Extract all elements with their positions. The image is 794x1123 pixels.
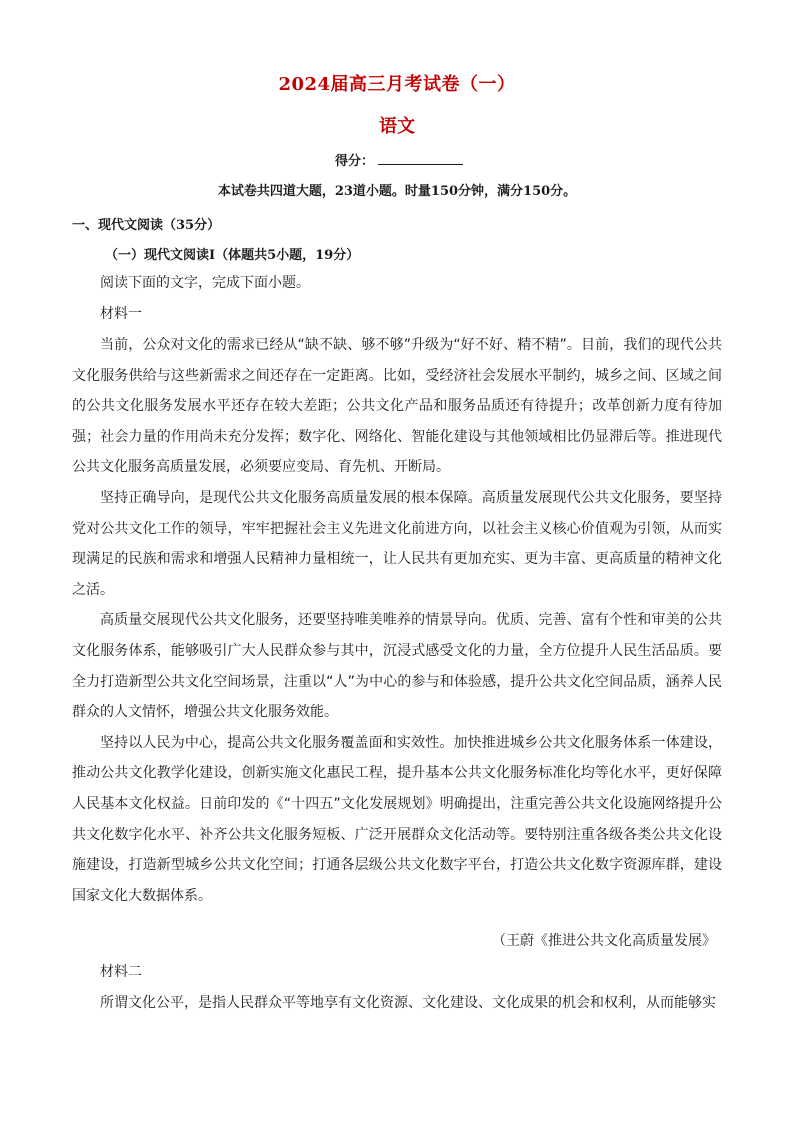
paragraph: 坚持正确导向，是现代公共文化服务高质量发展的根本保障。高质量发展现代公共文化服务，要坚持党对公共文化工作的领导，牢牢把握社会主义先进文化前进方向，以社会主义核心价值观为引领，从而实现满足的民族和需求和增强人民精神力量相统一，让人民共有更加充实、更为丰富、更高质量的精神文化之活。 (72, 489, 722, 598)
score-field (335, 150, 463, 169)
subsection-heading: （一）现代文阅读Ⅰ（体题共5小题，19分） (105, 248, 360, 263)
exam-title: 2024届高三月考试卷（一） (278, 74, 516, 95)
score-label: 得分： (335, 154, 375, 169)
paragraph: 高质量交展现代公共文化服务，还要坚持唯美唯养的情景导向。优质、完善、富有个性和审美的公共文化服务体系，能够吸引广大人民群众参与其中，沉浸式感受文化的力量，全方位提升人民生活品质。要全力打造新型公共文化空间场景，注重以“人”为中心的参与和体验感，提升公共文化空间品质，涵养人民群众的人文情怀，增强公共文化服务效能。 (72, 612, 722, 721)
material2-first-line: 所谓文化公平，是指人民群众平等地享有文化资源、文化建设、文化成果的机会和权利，从而能够实 (100, 995, 716, 1011)
paragraph: 坚持以人民为中心，提高公共文化服务覆盖面和实效性。加快推进城乡公共文化服务体系一体建设，推动公共文化教学化建设，创新实施文化惠民工程，提升基本公共文化服务标准化均等化水平，更好保障人民基本文化权益。日前印发的《“十四五”文化发展规划》明确提出，注重完善公共文化设施网络提升公共文化数字化水平、补齐公共文化服务短板、广泛开展群众文化活动等。要特别注重各级各类公共文化设施建设，打造新型城乡公共文化空间；打通各层级公共文化数字平台，打造公共文化数字资源库群，建设国家文化大数据体系。 (72, 734, 722, 904)
score-blank[interactable] (378, 152, 463, 165)
source-citation: （王蔚《推进公共文化高质量发展》 (492, 933, 716, 949)
section-heading: 一、现代文阅读（35分） (72, 218, 221, 233)
paragraph: 当前，公众对文化的需求已经从“缺不缺、够不够”升级为“好不好、精不精”。目前，我们的现代公共文化服务供给与这些新需求之间还存在一定距离。比如，受经济社会发展水平制约，城乡之间、区域之间的公共文化服务发展水平还存在较大差距；公共文化产品和服务品质还有待提升；改革创新力度有待加强；社会力量的作用尚未充分发挥；数字化、网络化、智能化建设与其他领域相比仍显滞后等。推进现代公共文化服务高质量发展，必须要应变局、育先机、开断局。 (72, 337, 722, 476)
subject-title: 语文 (379, 116, 415, 137)
instruction-text: 阅读下面的文字，完成下面小题。 (100, 275, 310, 291)
material2-label: 材料二 (100, 964, 142, 980)
material1-label: 材料一 (100, 306, 142, 322)
exam-info: 本试卷共四道大题，23道小题。时量150分钟，满分150分。 (217, 184, 577, 199)
material1-body (72, 330, 722, 911)
